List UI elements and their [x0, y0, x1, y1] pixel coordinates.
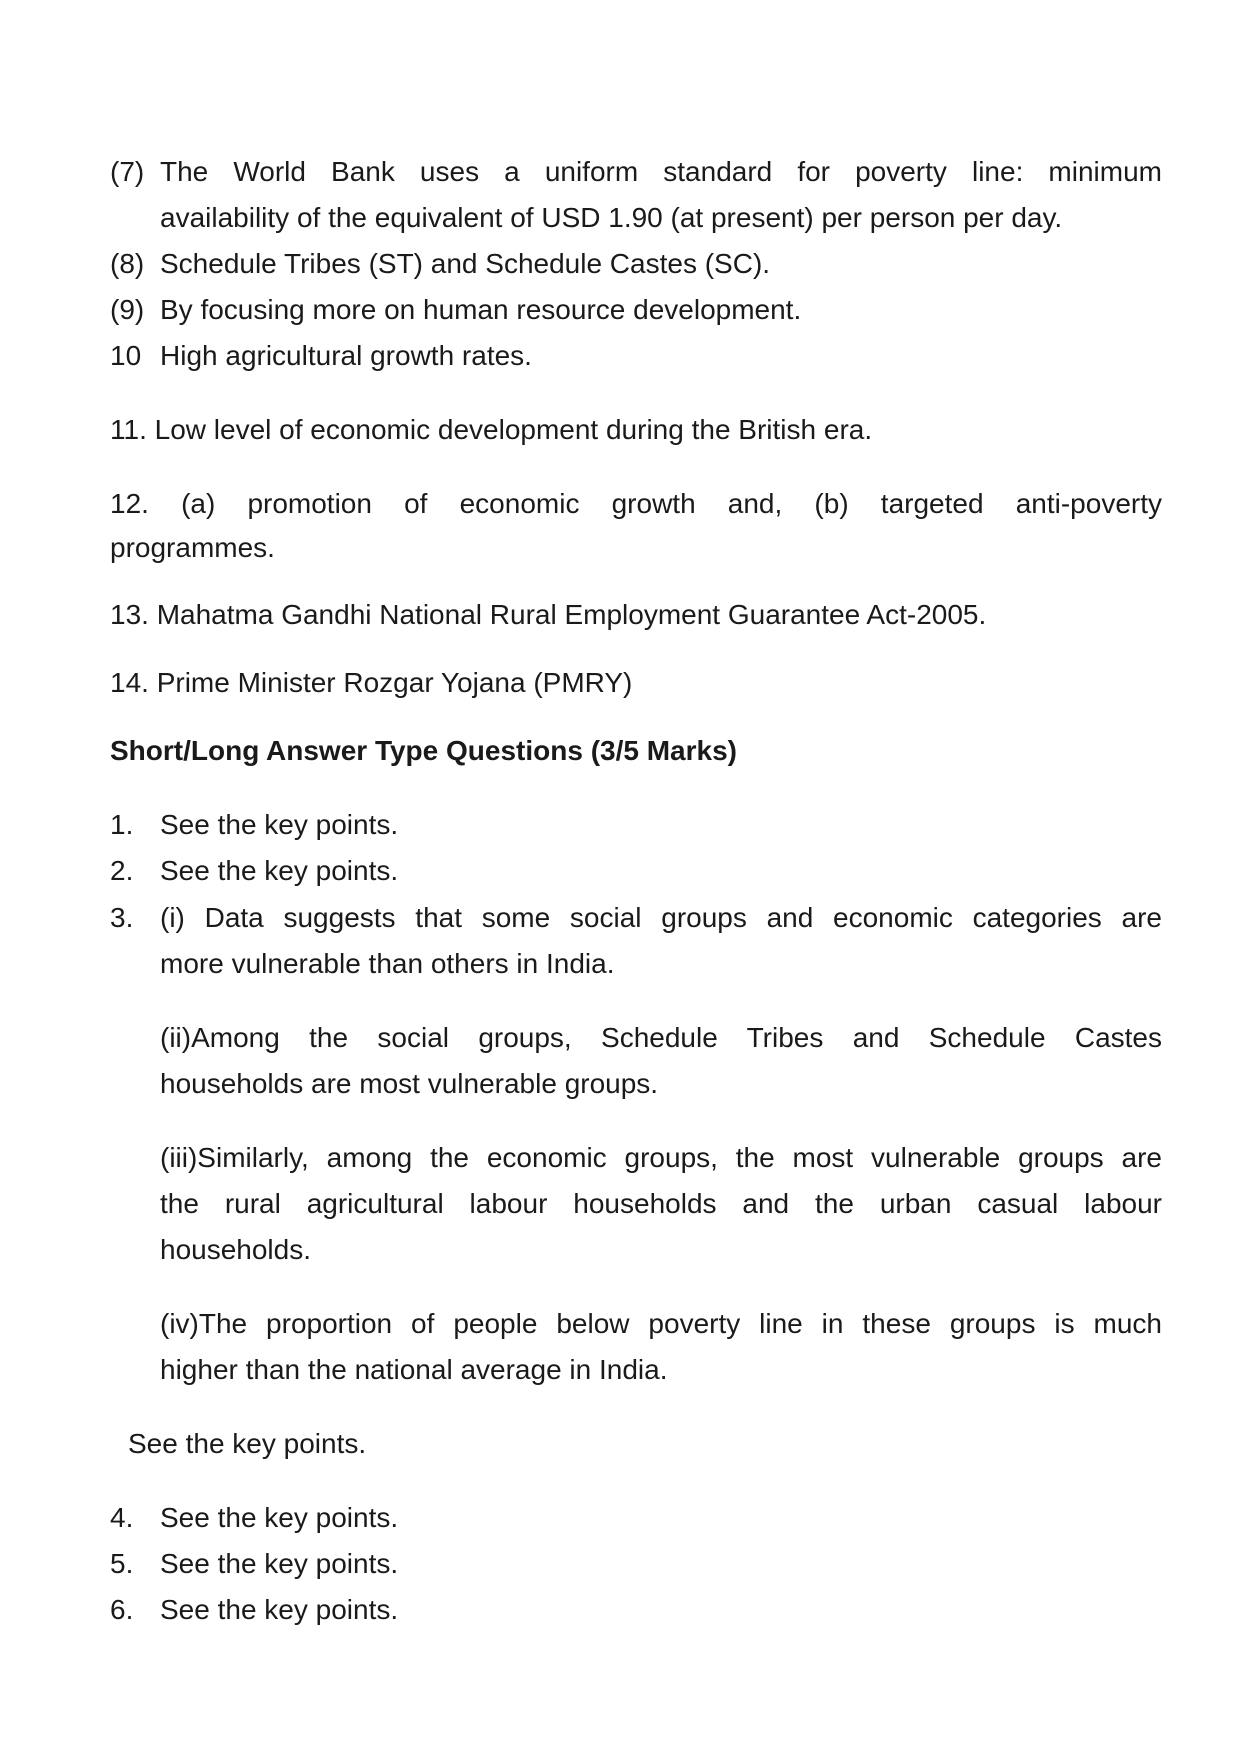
answer-3-part-ii: households are most vulnerable groups. [160, 1068, 659, 1099]
answer-number: 3. [110, 902, 134, 933]
answer-number: 2. [110, 855, 134, 886]
answer-text: See the key points. [160, 1548, 399, 1579]
answer-3-part-iii: households. [160, 1234, 312, 1265]
item-11: 11. Low level of economic development during the British era. [110, 414, 873, 445]
answer-text: See the key points. [160, 1594, 399, 1625]
answer-text: See the key points. [160, 809, 399, 840]
answer-3-part-iv: higher than the national average in India. [160, 1354, 668, 1385]
answer-3-part-ii: (ii)Among the social groups, Schedule Tribes and Schedule Castes [160, 1022, 1162, 1053]
item-number: (7) [110, 156, 145, 187]
answer-3-part-i: more vulnerable than others in India. [160, 948, 615, 979]
answer-number: 1. [110, 809, 134, 840]
item-12-line: 12. (a) promotion of economic growth and, (b) targeted anti-poverty [110, 488, 1162, 519]
answer-text: See the key points. [160, 855, 399, 886]
item-number: (9) [110, 294, 145, 325]
item-14: 14. Prime Minister Rozgar Yojana (PMRY) [110, 667, 633, 698]
item-13: 13. Mahatma Gandhi National Rural Employment Guarantee Act-2005. [110, 599, 987, 630]
answer-number: 6. [110, 1594, 134, 1625]
answer-number: 4. [110, 1502, 134, 1533]
item-text: By focusing more on human resource development. [160, 294, 802, 325]
item-text: High agricultural growth rates. [160, 340, 532, 371]
item-number: 10 [110, 340, 142, 371]
answer-3-part-iv: (iv)The proportion of people below poverty line in these groups is much [160, 1308, 1162, 1339]
answer-number: 5. [110, 1548, 134, 1579]
answer-3-part-iii: (iii)Similarly, among the economic groups, the most vulnerable groups are [160, 1142, 1162, 1173]
see-key-points: See the key points. [128, 1428, 367, 1459]
item-text: Schedule Tribes (ST) and Schedule Castes (SC). [160, 248, 771, 279]
answer-3-part-iii: the rural agricultural labour households and the urban casual labour [160, 1188, 1162, 1219]
answer-text: See the key points. [160, 1502, 399, 1533]
item-12-line: programmes. [110, 532, 275, 563]
item-text: availability of the equivalent of USD 1.90 (at present) per person per day. [160, 202, 1063, 233]
answer-3-part-i: (i) Data suggests that some social groups and economic categories are [160, 902, 1162, 933]
item-text: The World Bank uses a uniform standard for poverty line: minimum [160, 156, 1162, 187]
section-heading: Short/Long Answer Type Questions (3/5 Marks) [110, 735, 737, 766]
item-number: (8) [110, 248, 145, 279]
